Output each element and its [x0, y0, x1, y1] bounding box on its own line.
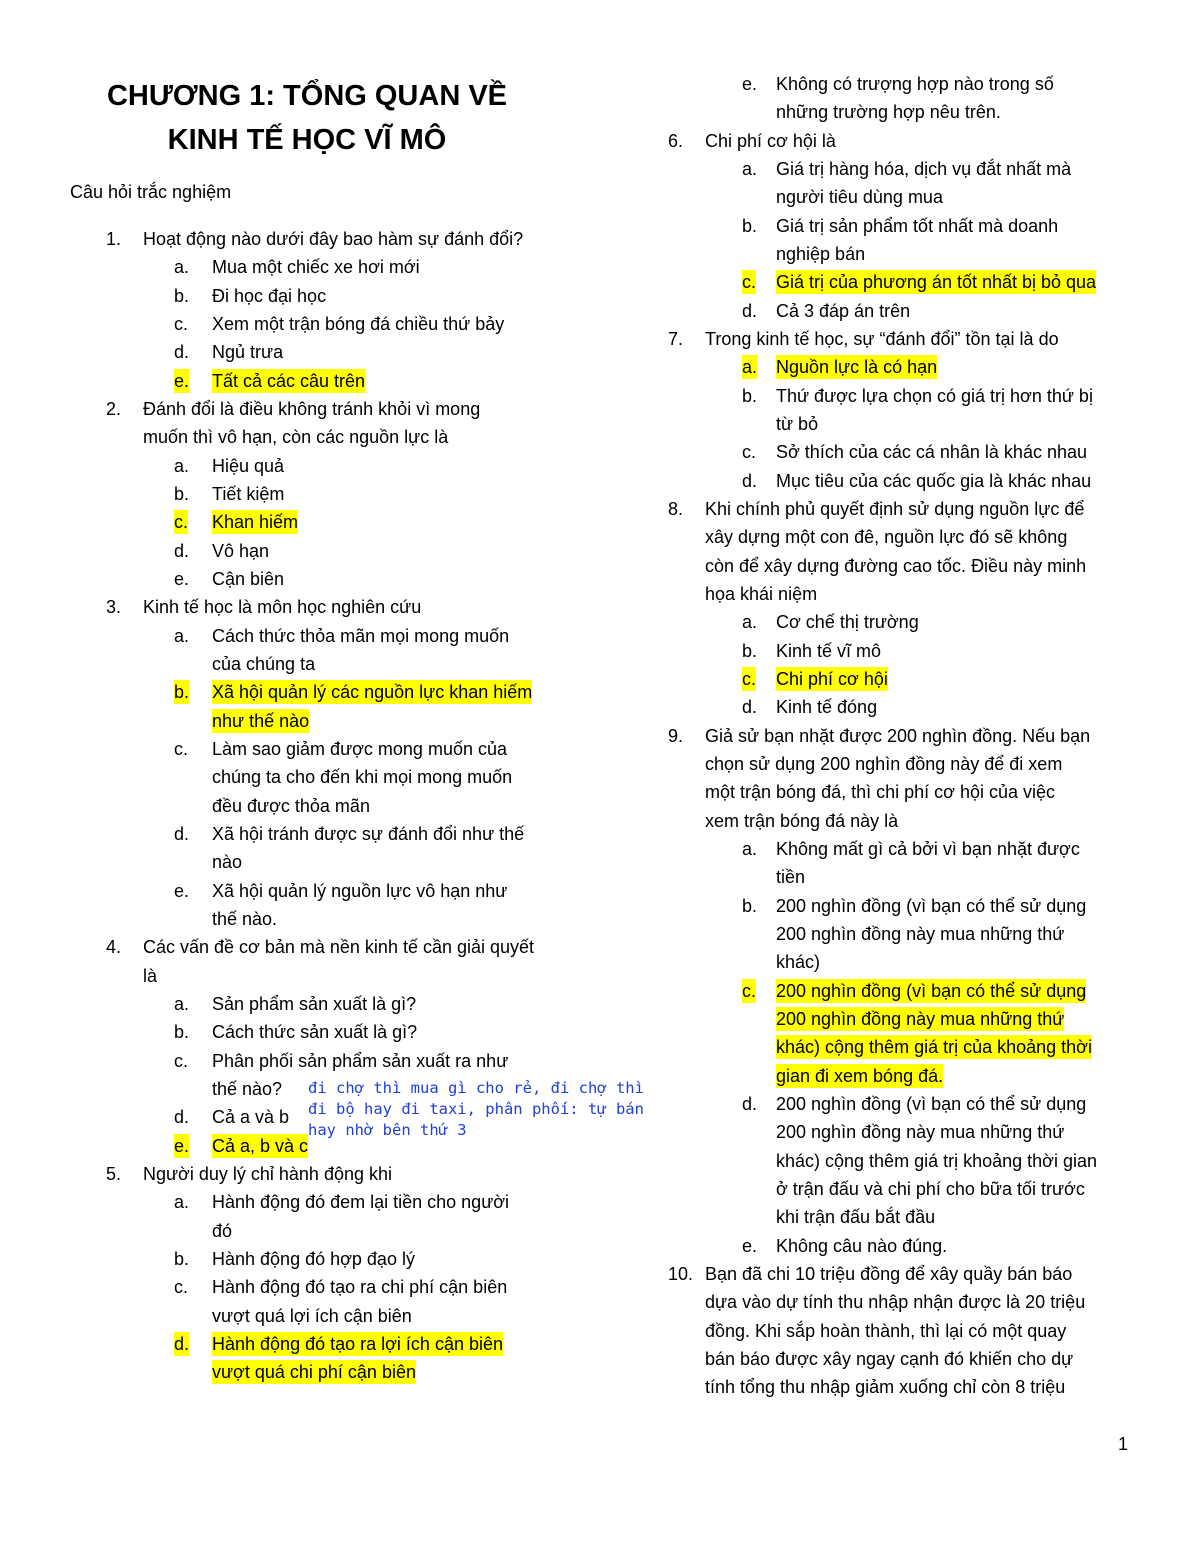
item-text: Hoạt động nào dưới đây bao hàm sự đánh đổi?: [143, 229, 524, 249]
page-number: 1: [1118, 1434, 1129, 1454]
item-text: Kinh tế học là môn học nghiên cứu: [143, 597, 422, 618]
item-number: d.: [174, 342, 190, 363]
item-number: e.: [742, 74, 758, 94]
item-text: Cả a và b: [212, 1107, 290, 1128]
item-text: Hành động đó đem lại tiền cho người: [212, 1192, 510, 1213]
item-text: Vô hạn: [212, 540, 270, 561]
item-text: Khan hiếm: [212, 512, 299, 533]
item-number: 9.: [668, 725, 684, 746]
item-text: của chúng ta: [212, 653, 316, 674]
item-text: nào: [212, 852, 243, 873]
item-number: c.: [174, 1050, 189, 1071]
item-number: c.: [174, 512, 189, 533]
item-text: Hiệu quả: [212, 455, 285, 476]
item-number: e.: [174, 568, 190, 589]
item-number: d.: [742, 300, 758, 321]
item-number: b.: [742, 385, 758, 406]
item-number: a.: [742, 357, 758, 378]
item-text: họa khái niệm: [705, 583, 818, 604]
note-line: đi bộ hay đi taxi, phân phối: tự bán: [308, 1100, 644, 1118]
item-number: d.: [174, 1107, 190, 1128]
item-text: tiền: [776, 867, 806, 888]
item-number: c.: [742, 668, 757, 689]
item-number: c.: [742, 272, 757, 293]
item-text: như thế nào: [212, 710, 310, 731]
item-number: c.: [174, 1277, 189, 1298]
item-text: 200 nghìn đồng (vì bạn có thể sử dụng: [776, 1093, 1087, 1114]
item-text: Chi phí cơ hội là: [705, 130, 836, 151]
item-text: Kinh tế đóng: [776, 697, 878, 718]
item-text: Không mất gì cả bởi vì bạn nhặt được: [776, 838, 1080, 859]
item-text: Các vấn đề cơ bản mà nền kinh tế cần giải quyết: [143, 937, 535, 958]
item-number: d.: [742, 1093, 758, 1114]
item-number: a.: [174, 1192, 190, 1213]
item-text: những trường hợp nêu trên.: [776, 102, 1001, 123]
item-text: khi trận đấu bắt đầu: [776, 1207, 936, 1228]
item-text: Cách thức thỏa mãn mọi mong muốn: [212, 625, 510, 646]
item-text: xây dựng một con đê, nguồn lực đó sẽ không: [705, 527, 1068, 548]
item-text: đều được thỏa mãn: [212, 795, 370, 816]
chapter-title-line2: KINH TẾ HỌC VĨ MÔ: [167, 124, 447, 156]
item-text: vượt quá lợi ích cận biên: [212, 1305, 412, 1326]
item-text: 200 nghìn đồng (vì bạn có thể sử dụng: [776, 980, 1087, 1001]
item-text: Cách thức sản xuất là gì?: [212, 1022, 418, 1043]
item-text: Mục tiêu của các quốc gia là khác nhau: [776, 470, 1092, 491]
item-text: từ bỏ: [776, 413, 819, 434]
item-number: d.: [742, 697, 758, 718]
item-text: Thứ được lựa chọn có giá trị hơn thứ bị: [776, 385, 1093, 406]
item-number: a.: [174, 993, 190, 1014]
item-text: Hành động đó tạo ra chi phí cận biên: [212, 1277, 508, 1298]
item-text: một trận bóng đá, thì chi phí cơ hội của việc: [705, 782, 1055, 803]
item-number: e.: [174, 370, 190, 391]
item-number: b.: [742, 640, 758, 661]
item-number: 7.: [668, 328, 684, 349]
item-text: Sản phẩm sản xuất là gì?: [212, 993, 417, 1014]
item-text: bán báo được xây ngay cạnh đó khiến cho dự: [705, 1348, 1074, 1369]
item-number: b.: [742, 895, 758, 916]
item-text: chúng ta cho đến khi mọi mong muốn: [212, 767, 513, 788]
item-text: đồng. Khi sắp hoàn thành, thì lại có một quay: [705, 1320, 1067, 1341]
item-number: e.: [174, 1135, 190, 1156]
item-text: Nguồn lực là có hạn: [776, 357, 938, 378]
item-text: gian đi xem bóng đá.: [776, 1065, 944, 1086]
item-number: a.: [742, 158, 758, 179]
item-number: d.: [742, 470, 758, 491]
item-text: chọn sử dụng 200 nghìn đồng này để đi xem: [705, 753, 1063, 774]
item-number: b.: [174, 1022, 190, 1043]
item-text: Mua một chiếc xe hơi mới: [212, 257, 420, 278]
item-text: người tiêu dùng mua: [776, 187, 943, 208]
item-text: là: [143, 965, 158, 986]
item-text: Không câu nào đúng.: [776, 1235, 948, 1256]
chapter-title-line1: CHƯƠNG 1: TỔNG QUAN VỀ: [106, 80, 508, 112]
item-number: a.: [174, 257, 190, 278]
item-text: Đánh đổi là điều không tránh khỏi vì mong: [143, 398, 481, 419]
item-text: Xem một trận bóng đá chiều thứ bảy: [212, 313, 505, 334]
item-text: Cận biên: [212, 568, 285, 589]
item-number: 3.: [106, 597, 122, 618]
item-number: c.: [742, 980, 757, 1001]
item-text: Cả a, b và c: [212, 1135, 309, 1156]
item-text: 200 nghìn đồng này mua những thứ: [776, 923, 1065, 944]
item-text: xem trận bóng đá này là: [705, 810, 899, 831]
item-number: b.: [174, 483, 190, 504]
note-line: hay nhờ bên thứ 3: [308, 1121, 467, 1139]
section-heading: Câu hỏi trắc nghiệm: [70, 182, 232, 202]
item-text: Ngủ trưa: [212, 342, 284, 363]
item-text: Kinh tế vĩ mô: [776, 640, 882, 661]
item-number: a.: [742, 838, 758, 859]
item-text: thế nào?: [212, 1078, 283, 1099]
item-text: Đi học đại học: [212, 285, 327, 306]
item-text: Tiết kiệm: [212, 483, 285, 504]
item-number: 1.: [106, 229, 122, 249]
item-number: b.: [174, 285, 190, 306]
item-text: đó: [212, 1220, 233, 1241]
item-text: khác) cộng thêm giá trị khoảng thời gian: [776, 1150, 1097, 1171]
item-text: Bạn đã chi 10 triệu đồng để xây quầy bán báo: [705, 1263, 1073, 1284]
item-text: Khi chính phủ quyết định sử dụng nguồn lực để: [705, 498, 1085, 519]
item-text: 200 nghìn đồng này mua những thứ: [776, 1008, 1065, 1029]
item-text: 200 nghìn đồng (vì bạn có thể sử dụng: [776, 895, 1087, 916]
item-text: Hành động đó tạo ra lợi ích cận biên: [212, 1333, 503, 1354]
item-number: 2.: [106, 398, 122, 419]
item-number: a.: [174, 625, 190, 646]
item-number: a.: [742, 612, 758, 633]
item-text: Xã hội tránh được sự đánh đổi như thế: [212, 823, 525, 844]
item-text: nghiệp bán: [776, 243, 866, 264]
item-number: d.: [174, 540, 190, 561]
item-text: Phân phối sản phẩm sản xuất ra như: [212, 1050, 509, 1071]
item-text: Người duy lý chỉ hành động khi: [143, 1163, 392, 1184]
item-text: Giả sử bạn nhặt được 200 nghìn đồng. Nếu bạn: [705, 725, 1091, 746]
item-number: a.: [174, 455, 190, 476]
item-number: c.: [742, 442, 757, 463]
item-text: Không có trượng hợp nào trong số: [776, 74, 1054, 94]
item-text: Cả 3 đáp án trên: [776, 300, 911, 321]
item-number: e.: [742, 1235, 758, 1256]
item-number: 10.: [668, 1263, 694, 1284]
item-text: thế nào.: [212, 908, 278, 929]
item-number: 6.: [668, 130, 684, 151]
item-text: khác): [776, 952, 821, 973]
item-text: còn để xây dựng đường cao tốc. Điều này minh: [705, 555, 1087, 576]
item-text: Giá trị sản phẩm tốt nhất mà doanh: [776, 215, 1059, 236]
item-number: b.: [174, 682, 190, 703]
item-text: Cơ chế thị trường: [776, 612, 919, 633]
item-text: muốn thì vô hạn, còn các nguồn lực là: [143, 427, 449, 448]
item-number: b.: [742, 215, 758, 236]
item-number: d.: [174, 1333, 190, 1354]
note-line: đi chợ thì mua gì cho rẻ, đi chợ thì: [308, 1079, 644, 1097]
item-number: d.: [174, 823, 190, 844]
item-text: ở trận đấu và chi phí cho bữa tối trước: [776, 1178, 1085, 1199]
item-text: Tất cả các câu trên: [212, 370, 366, 391]
item-number: 8.: [668, 498, 684, 519]
item-text: dựa vào dự tính thu nhập nhận được là 20 triệu: [705, 1292, 1086, 1313]
item-number: 4.: [106, 937, 122, 958]
item-text: 200 nghìn đồng này mua những thứ: [776, 1122, 1065, 1143]
item-number: e.: [174, 880, 190, 901]
item-text: Chi phí cơ hội: [776, 668, 888, 689]
item-text: Giá trị của phương án tốt nhất bị bỏ qua: [776, 272, 1097, 293]
item-text: khác) cộng thêm giá trị của khoảng thời: [776, 1037, 1092, 1058]
item-text: Xã hội quản lý các nguồn lực khan hiếm: [212, 682, 533, 703]
item-number: c.: [174, 313, 189, 334]
item-number: c.: [174, 738, 189, 759]
item-text: vượt quá chi phí cận biên: [212, 1362, 416, 1383]
item-number: b.: [174, 1248, 190, 1269]
item-number: 5.: [106, 1163, 122, 1184]
item-text: Làm sao giảm được mong muốn của: [212, 738, 507, 759]
item-text: Giá trị hàng hóa, dịch vụ đắt nhất mà: [776, 158, 1072, 179]
item-text: Hành động đó hợp đạo lý: [212, 1248, 415, 1269]
item-text: Xã hội quản lý nguồn lực vô hạn như: [212, 880, 508, 901]
item-text: tính tổng thu nhập giảm xuống chỉ còn 8 triệu: [705, 1377, 1066, 1398]
item-text: Trong kinh tế học, sự “đánh đổi” tồn tại là do: [705, 328, 1059, 349]
item-text: Sở thích của các cá nhân là khác nhau: [776, 442, 1088, 463]
handwritten-note: [308, 1078, 708, 1141]
